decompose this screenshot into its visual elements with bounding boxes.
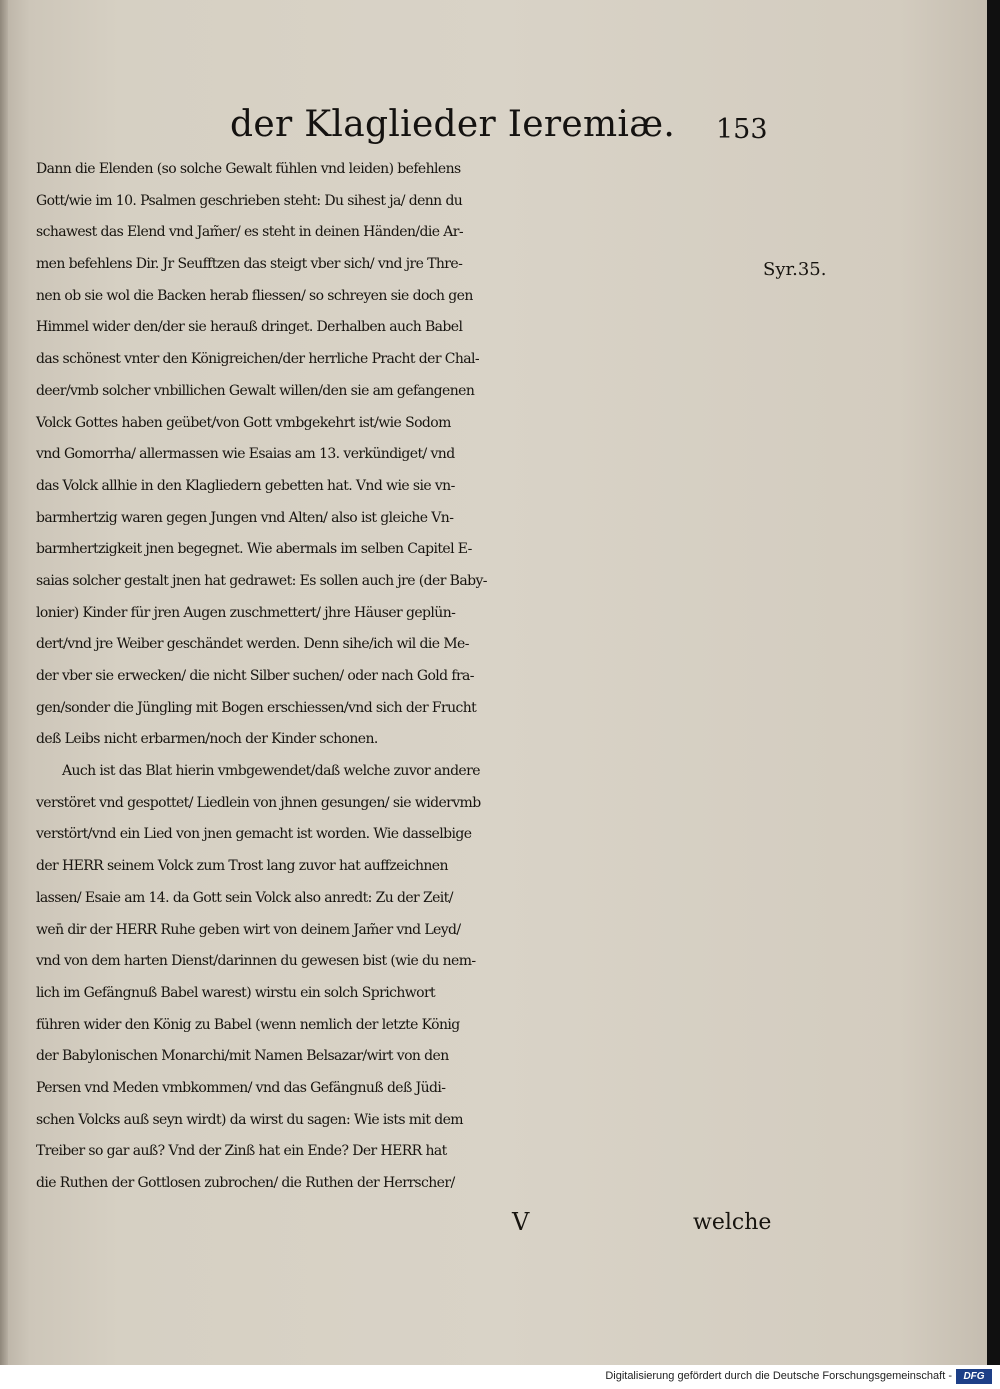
text-line: Himmel wider den/der sie herauß dringet. Derhalben auch Babel xyxy=(36,319,463,336)
text-line: deer/vmb solcher vnbillichen Gewalt willen/den sie am gefangenen xyxy=(36,382,475,399)
text-line: lonier) Kinder für jren Augen zuschmettert/ jhre Häuser geplün- xyxy=(36,604,456,621)
text-line: das Volck allhie in den Klagliedern gebetten hat. Vnd wie sie vn- xyxy=(36,477,455,494)
text-line: vnd Gomorrha/ allermassen wie Esaias am 13. verkündiget/ vnd xyxy=(36,446,455,463)
text-line: die Ruthen der Gottlosen zubrochen/ die Ruthen der Herrscher/ xyxy=(36,1175,455,1191)
funding-credit: Digitalisierung gefördert durch die Deutsche Forschungsgemeinschaft - xyxy=(605,1370,952,1382)
text-line: barmhertzigkeit jnen begegnet. Wie abermals im selben Capitel E- xyxy=(36,541,472,558)
catchword: welche xyxy=(693,1210,772,1235)
text-line: nen ob sie wol die Backen herab fliessen/ so schreyen sie doch gen xyxy=(36,287,473,304)
text-line: verstört/vnd ein Lied von jnen gemacht ist worden. Wie dasselbige xyxy=(36,826,472,843)
margin-note: Syr.35. xyxy=(763,259,827,280)
text-line: der Babylonischen Monarchi/mit Namen Belsazar/wirt von den xyxy=(36,1048,449,1065)
text-line: verstöret vnd gespottet/ Liedlein von jhnen gesungen/ sie widervmb xyxy=(36,794,481,811)
text-line: deß Leibs nicht erbarmen/noch der Kinder schonen. xyxy=(36,731,378,748)
text-line: Persen vnd Meden vmbkommen/ vnd das Gefängnuß deß Jüdi- xyxy=(36,1079,446,1096)
text-line: saias solcher gestalt jnen hat gedrawet: Es sollen auch jre (der Baby- xyxy=(36,572,487,589)
text-line: wen̄ dir der HERR Ruhe geben wirt von deinem Jam̃er vnd Leyd/ xyxy=(36,921,461,938)
text-line: barmhertzig waren gegen Jungen vnd Alten/ also ist gleiche Vn- xyxy=(36,509,454,526)
text-line: Dann die Elenden (so solche Gewalt fühlen vnd leiden) befehlens xyxy=(36,161,461,177)
body-text xyxy=(36,154,776,1200)
text-line: vnd von dem harten Dienst/darinnen du gewesen bist (wie du nem- xyxy=(36,953,476,970)
page-number: 153 xyxy=(716,114,768,145)
text-line: schen Volcks auß seyn wirdt) da wirst du sagen: Wie ists mit dem xyxy=(36,1111,463,1128)
text-line: das schönest vnter den Königreichen/der herrliche Pracht der Chal- xyxy=(36,351,480,368)
text-line: der HERR seinem Volck zum Trost lang zuvor hat auffzeichnen xyxy=(36,858,448,875)
page-edge xyxy=(0,0,8,1365)
text-line: lassen/ Esaie am 14. da Gott sein Volck also anredt: Zu der Zeit/ xyxy=(36,889,453,906)
text-line: lich im Gefängnuß Babel warest) wirstu ein solch Sprichwort xyxy=(36,984,436,1001)
text-line: Volck Gottes haben geübet/von Gott vmbgekehrt ist/wie Sodom xyxy=(36,414,451,431)
text-line: Treiber so gar auß? Vnd der Zinß hat ein Ende? Der HERR hat xyxy=(36,1143,447,1160)
text-line: dert/vnd jre Weiber geschändet werden. Denn sihe/ich wil die Me- xyxy=(36,636,469,653)
text-line: schawest das Elend vnd Jam̃er/ es steht in deinen Händen/die Ar- xyxy=(36,224,463,241)
dfg-logo: DFG xyxy=(956,1369,992,1384)
text-line: gen/sonder die Jüngling mit Bogen erschiessen/vnd sich der Frucht xyxy=(36,699,477,716)
text-line: führen wider den König zu Babel (wenn nemlich der letzte König xyxy=(36,1016,460,1033)
signature-mark: V xyxy=(512,1208,530,1236)
text-line: der vber sie erwecken/ die nicht Silber suchen/ oder nach Gold fra- xyxy=(36,668,474,684)
text-line: men befehlens Dir. Jr Seufftzen das steigt vber sich/ vnd jre Thre- xyxy=(36,256,463,273)
running-head: der Klaglieder Ieremiæ. xyxy=(230,104,676,145)
text-line: Auch ist das Blat hierin vmbgewendet/daß welche zuvor andere xyxy=(62,763,480,780)
text-line: Gott/wie im 10. Psalmen geschrieben steht: Du sihest ja/ denn du xyxy=(36,192,463,209)
footer-bar xyxy=(0,1365,1000,1389)
